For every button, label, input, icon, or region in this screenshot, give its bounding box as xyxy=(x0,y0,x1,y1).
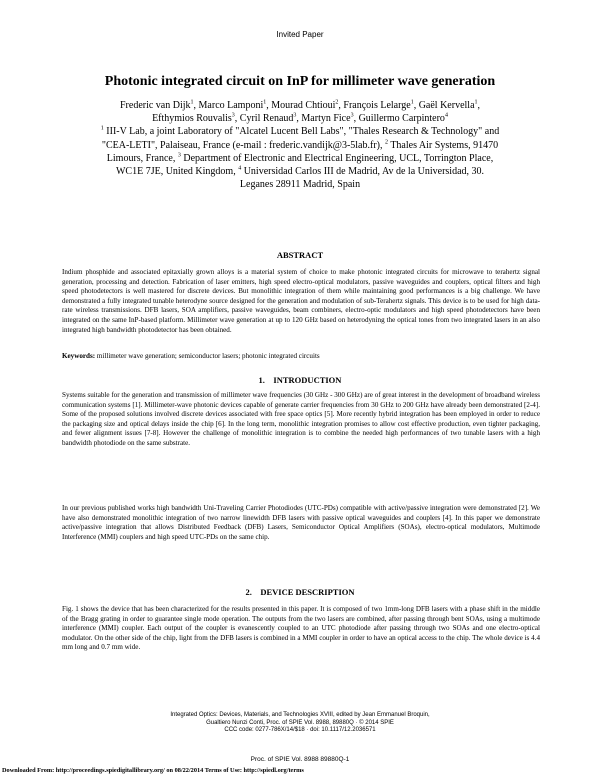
author-text: Universidad Carlos III de Madrid, Av de la Universidad, 30. xyxy=(241,166,485,178)
authors-affiliations xyxy=(70,99,530,191)
keywords xyxy=(62,352,540,362)
author-line xyxy=(70,125,530,138)
author-text: III-V Lab, a joint Laboratory of "Alcatel Lucent Bell Labs", "Thales Research & Technology" and xyxy=(103,126,500,138)
affiliation-marker: 3 xyxy=(231,112,235,119)
abstract-heading: ABSTRACT xyxy=(276,250,324,260)
author-text: , Gaël Kervella xyxy=(413,100,475,111)
author-line xyxy=(70,152,530,165)
author-text: WC1E 7JE, United Kingdom, xyxy=(115,166,239,178)
affiliation-marker: 2 xyxy=(385,139,388,146)
device-heading: 2. DEVICE DESCRIPTION xyxy=(245,587,355,597)
author-text: Efthymios Rouvalis xyxy=(152,113,232,125)
affiliation-marker: 3 xyxy=(177,152,181,159)
affiliation-marker: 2 xyxy=(335,99,339,106)
author-text: , Cyril Renaud xyxy=(234,113,294,125)
download-notice: Downloaded From: http://proceedings.spiedigitallibrary.org/ on 08/22/2014 Terms of Use: http://spiedl.org/terms xyxy=(2,767,304,774)
author-text: Frederic van Dijk xyxy=(119,100,191,111)
author-text: Limours, France, xyxy=(106,152,178,164)
page-number: Proc. of SPIE Vol. 8988 89880Q-1 xyxy=(250,756,350,763)
author-text: , François Lelarge xyxy=(338,100,411,111)
author-line xyxy=(70,99,530,112)
author-text: , Marco Lamponi xyxy=(193,100,264,111)
author-text: , xyxy=(477,100,481,111)
affiliation-marker: 1 xyxy=(190,99,194,106)
affiliation-marker: 3 xyxy=(293,112,297,119)
intro-heading: 1. INTRODUCTION xyxy=(258,375,342,385)
author-line xyxy=(70,139,530,152)
affiliation-marker: 1 xyxy=(410,99,414,106)
author-text: Department of Electronic and Electrical Engineering, UCL, Torrington Place, xyxy=(180,152,494,164)
author-text: Thales Air Systems, 91470 xyxy=(388,139,499,151)
author-text: , Mourad Chtioui xyxy=(266,100,336,111)
affiliation-marker: 4 xyxy=(444,112,448,119)
author-line xyxy=(70,178,530,191)
affiliation-marker: 1 xyxy=(100,126,104,133)
author-text: "CEA-LETI", Palaiseau, France (e-mail : frederic.vandijk@3-5lab.fr), xyxy=(101,139,385,151)
intro-paragraph-1: Systems suitable for the generation and transmission of millimeter wave frequencies (30 GHz - 300 GHz) are of great interest in the development of broadband wireless communication systems [1]. Millimeter-wave photonic devices capable of generate carrier frequencies from 30 GHz to 200 GHz have already been demonstrated [2-4]. Some of the proposed solutions involved discrete devices associated with free space optics [5]. More recently hybrid integration has been employed in order to reduce the packaging size and optical delays inside the chip [6]. In the long term, monolithic integration promises to allow cost effective production, even tighter packaging, and fewer alignment issues [7-8]. However the challenge of monolithic integration is to combine the needed high performances of two tunable lasers with a high bandwidth photodiode on the same substrate. xyxy=(62,391,540,447)
affiliation-marker: 4 xyxy=(238,165,242,172)
author-text: , Guillermo Carpintero xyxy=(353,113,445,125)
footer-line-2: Gualtiero Nunzi Conti, Proc. of SPIE Vol. 8988, 89880Q · © 2014 SPIE xyxy=(206,719,394,726)
device-paragraph-1: Fig. 1 shows the device that has been characterized for the results presented in this paper. It is composed of two 1mm-long DFB lasers with a phase shift in the middle of the Bragg grating in order to guarantee single mode operation. The outputs from the two lasers are combined, after passing through bent SOAs, using a multimode interference (MMI) coupler. Each output of the coupler is evanescently coupled to an UTC photodiode after passing through two SOAs and one electro-optical modulator. On the other side of the chip, light from the DFB lasers is combined in a MMI coupler in order to have an optical access to the chip. The whole device is 4.4 mm long and 0.7 mm wide. xyxy=(62,605,540,652)
intro-paragraph-2: In our previous published works high bandwidth Uni-Traveling Carrier Photodiodes (UTC-PDs) compatible with active/passive integration were demonstrated [2]. We have also demonstrated monolithic integration of two narrow linewidth DFB lasers with passive optical waveguides and couplers [4]. In this paper we demonstrate active/passive integration that allows Distributed Feedback (DFB) Lasers, Semiconductor Optical Amplifiers (SOAs), electro-optical modulators, Multimode Interference (MMI) couplers and high speed UTC-PDs on the same chip. xyxy=(62,504,540,541)
keywords-list: millimeter wave generation; semiconductor lasers; photonic integrated circuits xyxy=(95,352,320,360)
abstract-text: Indium phosphide and associated epitaxially grown alloys is a material system of choice to make photonic integrated circuits for microwave to terahertz signal generation, processing and detection. Fabrication of laser emitters, high speed electro-optical modulators, passive waveguides and couplers, optical filters and high speed photodetectors is well mastered for discrete devices. But monolithic integration of them while maintaining good performances is a big challenge. We have demonstrated a fully integrated tunable heterodyne source designed for the generation and modulation of sub-Terahertz signals. This device is to be used for high data-rate wireless transmissions. DFB lasers, SOA amplifiers, passive waveguides, beam combiners, electro-optic modulators and high speed photodetectors have been integrated on the same InP-based platform. Millimeter wave generation at up to 120 GHz based on heterodyning the optical tones from two integrated lasers in an also integrated high bandwidth photodetector has been obtained. xyxy=(62,268,540,334)
invited-paper-label: Invited Paper xyxy=(276,30,324,39)
footer-line-1: Integrated Optics: Devices, Materials, and Technologies XVIII, edited by Jean Emmanuel Broquin, xyxy=(170,712,430,718)
footer-line-3: CCC code: 0277-786X/14/$18 · doi: 10.1117/12.2036571 xyxy=(224,727,376,734)
author-text: Leganes 28911 Madrid, Spain xyxy=(239,179,361,191)
proceedings-footer xyxy=(0,712,600,735)
author-line xyxy=(70,165,530,178)
affiliation-marker: 1 xyxy=(263,99,267,106)
affiliation-marker: 3 xyxy=(350,112,354,119)
paper-title: Photonic integrated circuit on InP for millimeter wave generation xyxy=(104,74,496,89)
affiliation-marker: 1 xyxy=(474,99,478,106)
keywords-label: Keywords: xyxy=(62,352,96,360)
author-line xyxy=(70,112,530,125)
author-text: , Martyn Fice xyxy=(296,113,351,125)
